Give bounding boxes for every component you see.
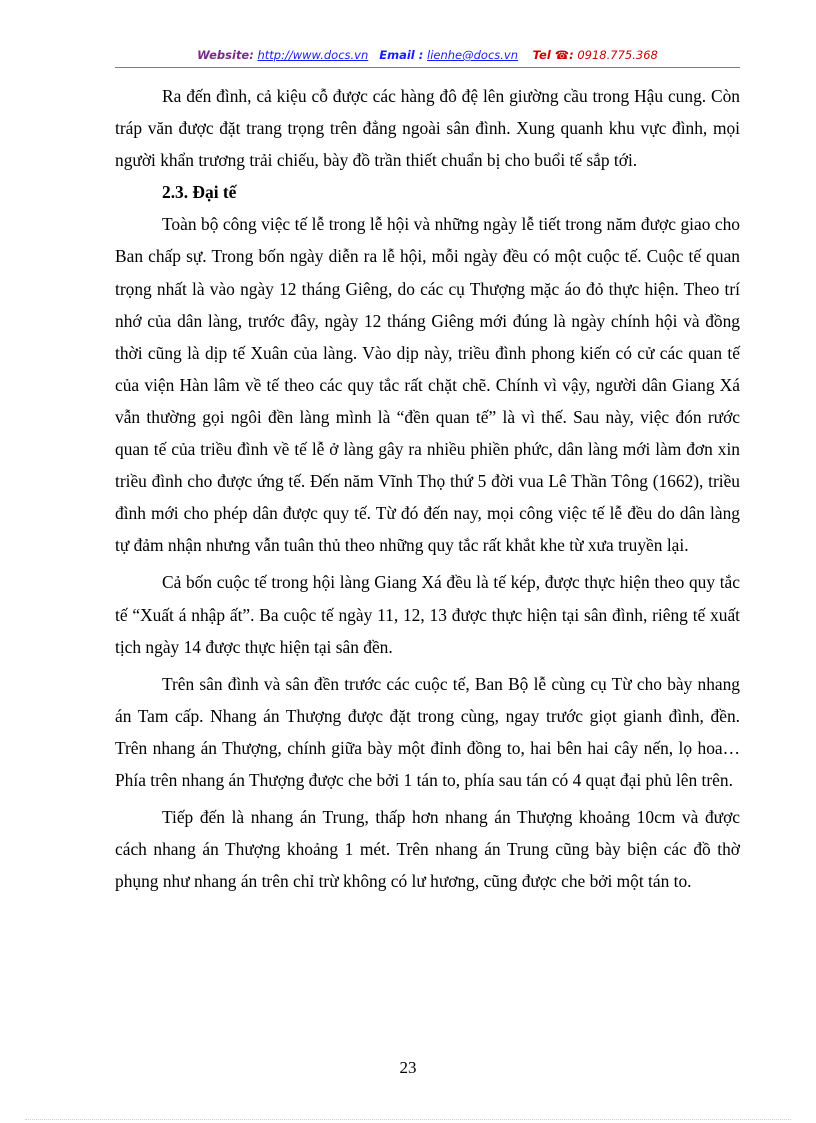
email-link[interactable]: lienhe@docs.vn [427, 48, 519, 62]
email-label: Email : [379, 48, 424, 62]
header-divider [115, 67, 740, 68]
page-header [115, 46, 740, 64]
paragraph: Cả bốn cuộc tế trong hội làng Giang Xá đều là tế kép, được thực hiện theo quy tắc tế “Xuất á nhập ất”. Ba cuộc tế ngày 11, 12, 13 được thực hiện tại sân đình, riêng tế xuất tịch ngày 14 được thực hiện tại sân đền. [115, 572, 740, 657]
page-number: 23 [399, 1058, 417, 1077]
paragraph: Toàn bộ công việc tế lễ trong lễ hội và những ngày lễ tiết trong năm được giao cho Ban chấp sự. Trong bốn ngày diễn ra lễ hội, mỗi ngày đều có một cuộc tế. Cuộc tế quan trọng nhất là vào ngày 12 tháng Giêng, do các cụ Thượng mặc áo đỏ thực hiện. Theo trí nhớ của dân làng, trước đây, ngày 12 tháng Giêng mới đúng là ngày chính hội và đồng thời cũng là dịp tế Xuân của làng. Vào dịp này, triều đình phong kiến có cử các quan tế của viện Hàn lâm về tế theo các quy tắc rất chặt chẽ. Chính vì vậy, người dân Giang Xá vẫn thường gọi ngôi đền làng mình là “đền quan tế” là vì thế. Sau này, việc đón rước quan tế của triều đình về tế lễ ở làng gây ra nhiều phiền phức, dân làng mới làm đơn xin triều đình cho được ứng tế. Đến năm Vĩnh Thọ thứ 5 đời vua Lê Thần Tông (1662), triều đình mới cho phép dân được quy tế. Từ đó đến nay, mọi công việc tế lễ đều do dân làng tự đảm nhận nhưng vẫn tuân thủ theo những quy tắc rất khắt khe từ xưa truyền lại. [115, 214, 740, 556]
website-link[interactable]: http://www.docs.vn [257, 48, 369, 62]
tel-number: 0918.775.368 [577, 48, 658, 62]
paragraph: Ra đến đình, cả kiệu cỗ được các hàng đô đệ lên giường cầu trong Hậu cung. Còn tráp văn được đặt trang trọng trên đẳng ngoài sân đình. Xung quanh khu vực đình, mọi người khẩn trương trải chiếu, bày đồ trần thiết chuẩn bị cho buổi tế sắp tới. [115, 86, 740, 171]
website-label: Website: [197, 48, 254, 62]
paragraph: Tiếp đến là nhang án Trung, thấp hơn nhang án Thượng khoảng 10cm và được cách nhang án Thượng khoảng 1 mét. Trên nhang án Trung cũng bày biện các đồ thờ phụng như nhang án trên chỉ trừ không có lư hương, cũng được che bởi một tán to. [115, 807, 740, 892]
tel-label: Tel ☎: [532, 48, 574, 62]
paragraph: Trên sân đình và sân đền trước các cuộc tế, Ban Bộ lễ cùng cụ Từ cho bày nhang án Tam cấp. Nhang án Thượng được đặt trong cùng, ngay trước giọt gianh đình, đền. Trên nhang án Thượng, chính giữa bày một đỉnh đồng to, hai bên hai cây nến, lọ hoa…Phía trên nhang án Thượng được che bởi 1 tán to, phía sau tán có 4 quạt đại phủ lên trên. [115, 673, 740, 790]
footer-divider [25, 1119, 791, 1120]
section-heading: 2.3. Đại tế [162, 182, 237, 203]
document-body [115, 80, 740, 897]
